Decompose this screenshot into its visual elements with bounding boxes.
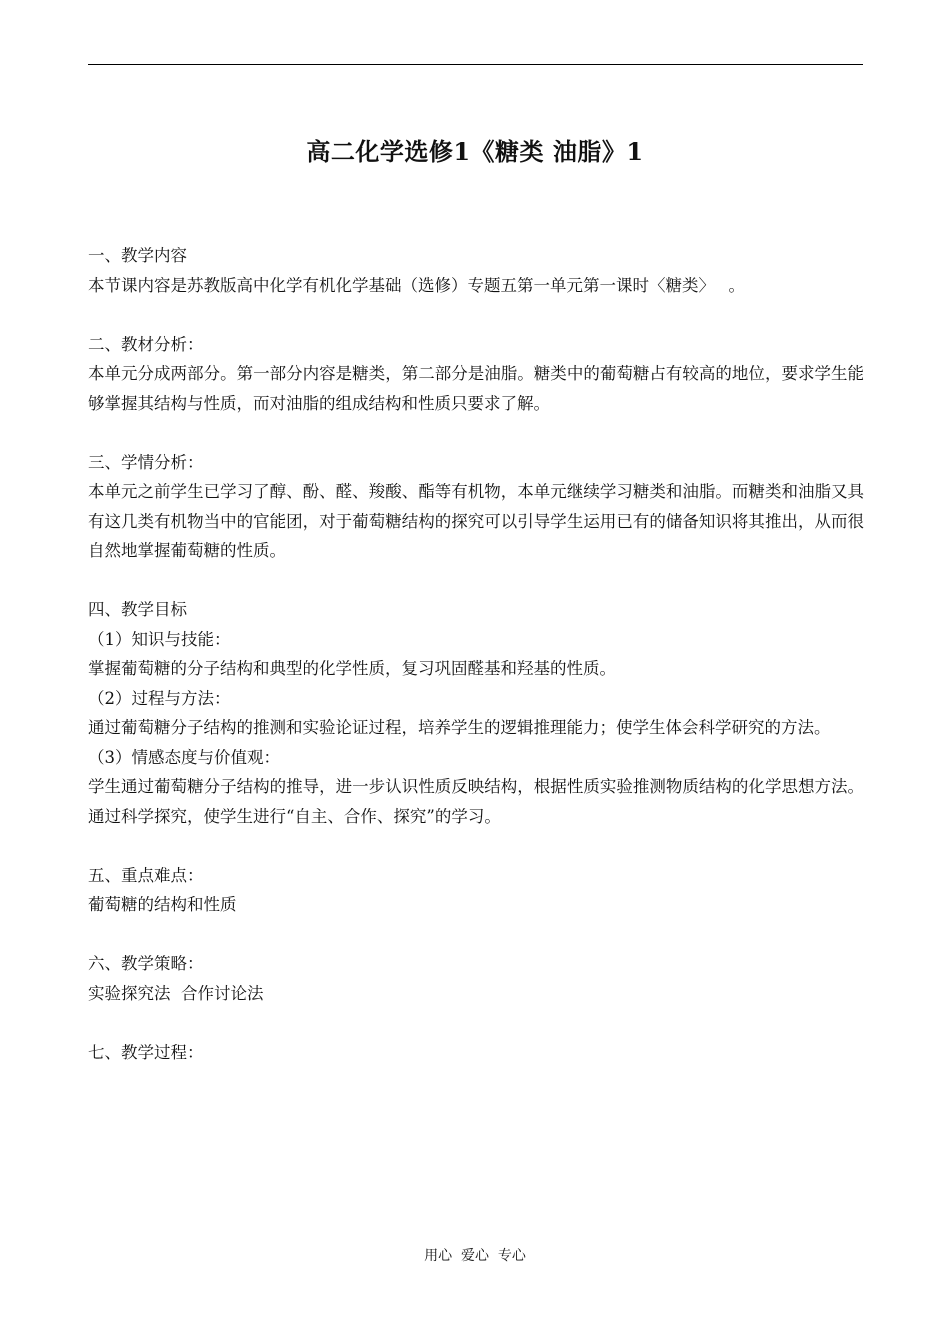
goal-3-label: （3）情感态度与价值观： <box>88 747 280 767</box>
section-3-body: 本单元之前学生已学习了醇、酚、醛、羧酸、酯等有机物，本单元继续学习糖类和油脂。而糖类和油脂又具有这几类有机物当中的官能团，对于葡萄糖结构的探究可以引导学生运用已有的储备知识将其推出，从而很自然地掌握葡萄糖的性质。 <box>88 482 864 560</box>
section-1-heading: 一、教学内容 <box>88 246 187 265</box>
section-5-body: 葡萄糖的结构和性质 <box>88 895 237 914</box>
section-1-body: 本节课内容是苏教版高中化学有机化学基础（选修）专题五第一单元第一课时〈糖类〉 。 <box>88 275 745 295</box>
section-7-heading: 七、教学过程： <box>88 1042 204 1062</box>
goal-1-label: （1）知识与技能： <box>88 629 231 649</box>
goal-2-label: （2）过程与方法： <box>88 688 231 708</box>
section-2-heading: 二、教材分析： <box>88 334 204 354</box>
page-footer: 用心 爱心 专心 <box>424 1248 526 1264</box>
section-4-heading: 四、教学目标 <box>88 600 187 619</box>
goal-3-body: 学生通过葡萄糖分子结构的推导，进一步认识性质反映结构，根据性质实验推测物质结构的化学思想方法。通过科学探究，使学生进行“自主、合作、探究”的学习。 <box>88 777 864 826</box>
document-title: 高二化学选修1《糖类 油脂》1 <box>306 137 644 166</box>
section-5-heading: 五、重点难点： <box>88 865 204 885</box>
goal-1-body: 掌握葡萄糖的分子结构和典型的化学性质，复习巩固醛基和羟基的性质。 <box>88 659 616 678</box>
header-rule <box>88 64 863 65</box>
document-body <box>88 241 864 1067</box>
section-2-body: 本单元分成两部分。第一部分内容是糖类，第二部分是油脂。糖类中的葡萄糖占有较高的地位，要求学生能够掌握其结构与性质，而对油脂的组成结构和性质只要求了解。 <box>88 364 864 413</box>
section-3-heading: 三、学情分析： <box>88 452 204 472</box>
goal-2-body: 通过葡萄糖分子结构的推测和实验论证过程，培养学生的逻辑推理能力；使学生体会科学研究的方法。 <box>88 718 831 737</box>
section-6-heading: 六、教学策略： <box>88 954 204 973</box>
section-6-body: 实验探究法 合作讨论法 <box>88 983 264 1003</box>
